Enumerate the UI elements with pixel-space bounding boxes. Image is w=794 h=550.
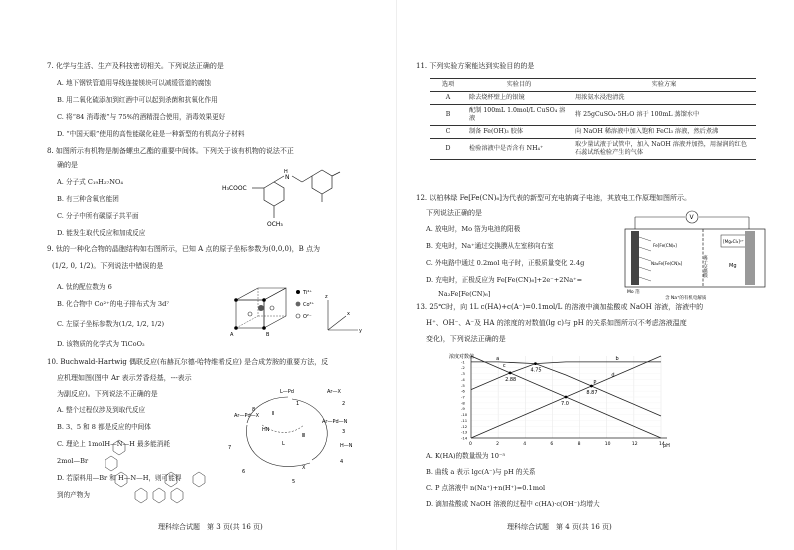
annotation-label: d <box>611 372 615 379</box>
table-cell: 检验溶液中是否含有 NH₄⁺ <box>466 139 572 160</box>
table-cell: 将 25gCuSO₄·5H₂O 溶于 100mL 蒸馏水中 <box>572 105 756 126</box>
mech-num-7: 7 <box>228 445 232 451</box>
annotation-label: P <box>593 380 597 387</box>
electrolyte-caption: 含 Na⁺的有机电解质 <box>665 296 707 301</box>
mech-num-2: 2 <box>342 401 346 407</box>
q9-stem-line1: 9. 钛的一种化合物的晶胞结构如右图所示，已知 A 点的原子坐标参数为(0,0,0)，B 点为 <box>47 245 321 253</box>
q7-option-c: C. 将“84 消毒液”与 75%的酒精混合使用，消毒效果更好 <box>57 113 226 121</box>
intersection-point <box>534 362 537 365</box>
q13-stem-line1: 13. 25℃时，向 1L c(HA)+c(A⁻)=0.1mol/L 的溶液中滴加盐酸或 NaOH 溶液，溶液中的 <box>416 303 704 311</box>
q11-table <box>430 78 756 160</box>
y-tick-label: -7 <box>461 394 465 400</box>
q10-stem-line3: 为副反应)。下列说法不正确的是 <box>57 390 158 398</box>
left-top-label: Fe[Fe(CN)₆] <box>653 243 677 248</box>
q12-stem-line1: 12. 以柏林绿 Fe[Fe(CN)₆]为代表的新型可充电钠离子电池，其放电工作原理如图所示。 <box>416 194 692 202</box>
annotation-label: a <box>496 355 500 362</box>
table-cell: D <box>430 139 466 160</box>
mo-foil-electrode <box>631 231 639 285</box>
table-cell: B <box>430 105 466 126</box>
q13-option-d: D. 滴加盐酸或 NaOH 溶液的过程中 c(HA)·c(OH⁻)均增大 <box>426 500 600 508</box>
q10-mechanism-figure <box>222 385 372 495</box>
q8-stem-line1: 8. 如图所示有机物是制备螺虫乙酯的重要中间体。下列关于该有机物的说法不正 <box>47 147 294 155</box>
table-cell: 配制 100mL 1.0mol/L CuSO₄ 溶液 <box>466 105 572 126</box>
methoxy-label: OCH₃ <box>267 221 283 228</box>
axis-y-label: y <box>359 328 362 334</box>
annotation-label: b <box>615 355 619 362</box>
left-footer: 理科综合试题 第 3 页(共 16 页) <box>158 523 263 531</box>
axis-z-label: z <box>325 294 328 300</box>
table-cell: 制备 Fe(OH)₃ 胶体 <box>466 126 572 139</box>
table-header-plan: 实验方案 <box>572 79 756 92</box>
right-top-label: [Mg₂Cl₂]²⁺ <box>723 239 744 244</box>
q8-stem-line2: 确的是 <box>57 161 78 169</box>
q10-stem-line1: 10. Buchwald-Hartwig 偶联反应(布赫瓦尔德-哈特维希反应) 是合成芳胺的重要方法，反 <box>47 358 329 366</box>
q12-option-a: A. 放电时，Mo 箔为电池的阳极 <box>426 225 521 233</box>
chart-ylabel: 浓度对数值 <box>449 354 475 360</box>
center-ion-icon <box>258 305 264 311</box>
y-tick-label: -10 <box>461 412 468 418</box>
q7-option-a: A. 地下钢铁管道用导线连接镁块可以减缓管道的腐蚀 <box>57 79 212 87</box>
q13-stem-line2: H⁺、OH⁻、A⁻及 HA 的浓度的对数值(lg c)与 pH 的关系如图所示(不考虑溶液温度 <box>426 319 687 327</box>
q8-option-d: D. 能发生取代反应和加成反应 <box>57 229 146 237</box>
series-line-a <box>471 362 661 416</box>
legend-co: Co²⁺ <box>303 302 315 308</box>
table-row <box>430 105 756 126</box>
annotation-label: 7.0 <box>561 401 569 407</box>
y-tick-label: -9 <box>461 406 465 412</box>
series-line-b <box>471 362 661 390</box>
mech-arpdx: Ar—Pd—X <box>234 413 260 419</box>
point-a-label: A <box>230 332 234 338</box>
table-row <box>430 92 756 105</box>
q12-battery-figure <box>615 207 775 302</box>
q10-option-d-cont: 到的产物为 <box>57 491 90 499</box>
nh-label: H <box>284 169 288 175</box>
axis-x-label: x <box>347 311 350 317</box>
table-row <box>430 126 756 139</box>
mech-roman-3: Ⅲ <box>302 433 306 439</box>
q12-option-b: B. 充电时，Na⁺通过交换膜从左室移向右室 <box>426 242 554 250</box>
q9-option-c: C. 左原子坐标参数为(1/2, 1/2, 1/2) <box>57 320 165 328</box>
y-tick-label: -6 <box>461 388 465 394</box>
mech-l: L <box>282 441 285 447</box>
q10-option-c: C. 理论上 1molH—N—H 最多能消耗 <box>57 440 170 448</box>
mech-num-5: 5 <box>292 479 296 485</box>
q13-option-b: B. 曲线 a 表示 lgc(A⁻)与 pH 的关系 <box>426 468 536 476</box>
x-tick-label: 0 <box>469 442 472 447</box>
x-tick-label: 8 <box>577 442 581 447</box>
mech-num-3: 3 <box>342 429 346 435</box>
q10-option-d: D. 若原料用—Br 和 H—N—H，则可能得 <box>57 474 182 482</box>
intersection-point <box>509 371 512 374</box>
mech-arpdn: Ar—Pd—N <box>322 419 348 425</box>
q10-option-structures <box>105 436 215 506</box>
q13-option-a: A. K(HA)的数量级为 10⁻⁵ <box>426 452 506 460</box>
right-bottom-label: Mg <box>729 263 737 269</box>
q13-option-c: C. P 点溶液中 n(Na⁺)+n(H⁺)=0.1mol <box>426 484 546 492</box>
mech-arx: Ar—X <box>327 389 341 395</box>
y-tick-label: -13 <box>461 429 468 435</box>
q10-option-c-cont: 2mol—Br <box>57 457 89 465</box>
mech-num-8: 8 <box>252 407 256 413</box>
table-cell: A <box>430 92 466 105</box>
mech-hn: HN <box>262 427 270 433</box>
q9-option-d: D. 该物质的化学式为 TiCoO₂ <box>57 340 145 348</box>
mech-lpd: L—Pd <box>280 389 294 395</box>
x-tick-label: 10 <box>604 442 611 447</box>
q7-stem: 7. 化学与生活、生产及科技密切相关。下列说法正确的是 <box>47 62 224 70</box>
x-tick-label: 4 <box>523 442 527 447</box>
q12-option-d-cont: Na₂Fe[Fe(CN)₆] <box>438 290 491 298</box>
table-cell: 用浓氨水浸泡清洗 <box>572 92 756 105</box>
mech-roman-2: Ⅱ <box>272 411 275 417</box>
intersection-point <box>565 396 568 399</box>
q8-option-c: C. 分子中所有碳原子共平面 <box>57 212 139 220</box>
q13-chart <box>447 350 687 450</box>
table-header-purpose: 实验目的 <box>466 79 572 92</box>
annotation-label: 8.87 <box>586 390 598 397</box>
q10-option-a: A. 整个过程仅涉及到取代反应 <box>57 406 146 414</box>
q9-stem-line2: (1/2, 0, 1/2)。下列说法中错误的是 <box>52 262 164 270</box>
legend-o: O²⁻ <box>303 314 312 320</box>
q8-option-b: B. 有三种含氧官能团 <box>57 195 119 203</box>
x-tick-label: 14 <box>659 442 665 447</box>
chart-annotations <box>496 356 619 407</box>
table-header-row <box>430 79 756 92</box>
y-tick-label: -12 <box>461 423 468 429</box>
y-tick-label: -11 <box>461 417 468 423</box>
q9-unit-cell-figure <box>228 278 368 348</box>
q9-option-b: B. 化合物中 Co²⁺的电子排布式为 3d⁷ <box>57 300 169 308</box>
point-b-label: B <box>266 332 270 338</box>
table-cell: 向 NaOH 稀溶液中加入饱和 FeCl₃ 溶液，然后煮沸 <box>572 126 756 139</box>
voltmeter-label: V <box>689 214 694 221</box>
q12-option-c: C. 外电路中通过 0.2mol 电子时，正极质量变化 2.4g <box>426 259 585 267</box>
legend-ti: Ti⁴⁺ <box>303 290 312 296</box>
membrane-label: 离子交换膜 <box>702 255 708 278</box>
y-tick-label: -2 <box>461 365 465 371</box>
q12-option-d: D. 充电时，正极反应为 Fe[Fe(CN)₆]+2e⁻+2Na⁺= <box>426 276 583 284</box>
q13-stem-line3: 变化)，下列说法正确的是 <box>426 335 506 343</box>
mg-electrode <box>745 231 755 285</box>
q7-option-d: D. “中国天眼”使用的高性能碳化硅是一种新型的有机高分子材料 <box>57 130 245 138</box>
left-bottom-label: Na₂Fe[Fe(CN)₆] <box>651 261 683 266</box>
mo-foil-label: Mo 箔 <box>627 290 640 295</box>
x-tick-label: 6 <box>550 442 554 447</box>
x-tick-label: 12 <box>631 442 638 447</box>
q8-structure-figure <box>222 168 352 248</box>
y-tick-label: -8 <box>461 400 465 406</box>
y-tick-label: -5 <box>461 382 465 388</box>
q11-stem: 11. 下列实验方案能达到实验目的的是 <box>416 62 535 70</box>
q7-option-b: B. 用二氧化硫添加到红酒中可以起到杀菌和抗氧化作用 <box>57 96 218 104</box>
q10-stem-line2: 应机理如图(图中 Ar 表示芳香烃基，---表示 <box>57 374 192 382</box>
annotation-label: c <box>502 362 506 369</box>
annotation-label: 4.75 <box>530 367 542 374</box>
y-tick-label: -14 <box>461 435 468 441</box>
annotation-label: 2.88 <box>505 376 517 383</box>
table-row <box>430 139 756 160</box>
mech-hn2: H—N <box>340 443 353 449</box>
q8-option-a: A. 分子式 C₁₉H₂₇NO₄ <box>57 178 124 186</box>
table-cell: 取少量试液于试管中，加入 NaOH 溶液并加热，用湿润的红色石蕊试纸检验产生的气体 <box>572 139 756 160</box>
n-label: N <box>285 174 290 181</box>
right-footer: 理科综合试题 第 4 页(共 16 页) <box>507 523 612 531</box>
table-header-option: 选项 <box>430 79 466 92</box>
table-cell: C <box>430 126 466 139</box>
intersection-point <box>590 385 593 388</box>
table-cell: 除去烧杯壁上的银镜 <box>466 92 572 105</box>
y-tick-label: -4 <box>461 376 465 382</box>
chart-xlabel: pH <box>663 443 670 449</box>
ester-label: H₃COOC <box>222 185 247 192</box>
x-tick-label: 2 <box>496 442 500 447</box>
mech-num-4: 4 <box>340 459 344 465</box>
y-tick-label: -1 <box>461 359 465 365</box>
mech-num-1: 1 <box>296 401 300 407</box>
mech-x: X <box>302 465 306 471</box>
y-tick-label: -3 <box>461 371 465 377</box>
q10-option-b: B. 3、5 和 8 都是反应的中间体 <box>57 423 151 431</box>
mech-num-6: 6 <box>242 469 246 475</box>
right-page <box>397 0 794 550</box>
q12-stem-line2: 下列说法正确的是 <box>426 209 482 217</box>
q9-option-a: A. 钛的配位数为 6 <box>57 283 112 291</box>
